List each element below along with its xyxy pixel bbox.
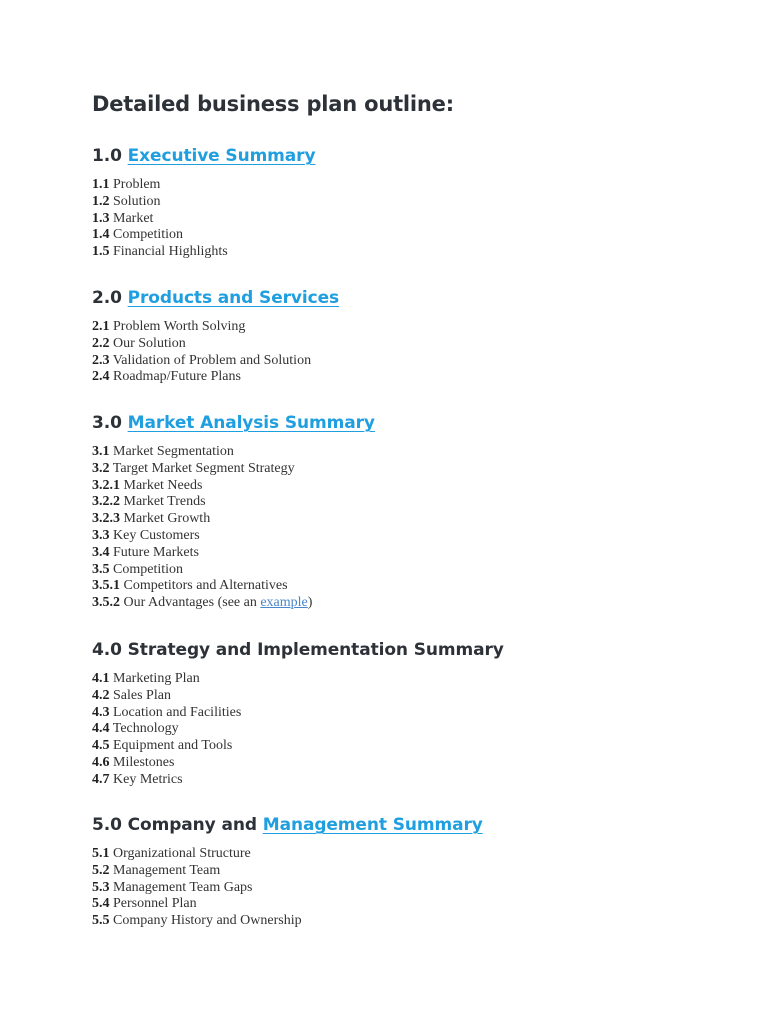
item-number: 3.1 [92, 444, 110, 459]
example-link[interactable]: example [260, 595, 308, 611]
list-item [92, 755, 504, 772]
item-label: Personnel Plan [113, 896, 197, 912]
item-label: Competitors and Alternatives [123, 578, 288, 594]
list-item [92, 880, 483, 897]
list-item [92, 319, 339, 336]
item-number: 5.3 [92, 879, 110, 895]
item-label: Market [113, 210, 154, 226]
page-title: Detailed business plan outline: [92, 92, 454, 116]
list-item [92, 369, 339, 386]
list-item [92, 705, 504, 722]
item-number: 4.5 [92, 738, 110, 754]
item-number: 1.3 [92, 210, 110, 226]
item-label: Marketing Plan [113, 671, 200, 686]
item-number: 4.1 [92, 671, 110, 686]
item-number: 3.2 [92, 460, 110, 476]
item-number: 3.2.1 [92, 477, 120, 493]
item-label: Market Growth [123, 511, 211, 527]
item-number: 3.4 [92, 544, 110, 560]
section-title: Strategy and Implementation Summary [127, 640, 504, 660]
list-item [92, 738, 504, 755]
section-heading [92, 144, 315, 168]
list-item [92, 227, 315, 244]
list-item [92, 578, 375, 595]
item-label: Key Customers [113, 527, 200, 543]
item-number: 2.3 [92, 352, 110, 368]
item-label: Financial Highlights [113, 244, 228, 260]
list-item [92, 913, 483, 930]
list-item [92, 595, 375, 612]
item-number: 5.5 [92, 913, 110, 929]
item-number: 5.4 [92, 896, 110, 912]
section-item-list [92, 319, 339, 386]
section-item-list [92, 177, 315, 261]
item-label: Target Market Segment Strategy [112, 460, 295, 476]
list-item [92, 863, 483, 880]
list-item [92, 688, 504, 705]
list-item [92, 721, 504, 738]
section-number: 4.0 [92, 640, 122, 660]
section-heading [92, 638, 504, 662]
item-label: Company History and Ownership [113, 913, 302, 929]
section-heading [92, 813, 483, 837]
section-number: 2.0 [92, 288, 122, 308]
section-executive-summary [92, 144, 315, 261]
section-company-and-management [92, 813, 483, 930]
section-item-list [92, 444, 375, 612]
section-strategy-and-implementation [92, 638, 504, 789]
section-title: Company and [127, 815, 257, 835]
list-item [92, 562, 375, 579]
item-number: 2.2 [92, 335, 110, 351]
item-label: Market Trends [123, 494, 206, 510]
item-number: 3.5.2 [92, 595, 120, 611]
list-item [92, 336, 339, 353]
section-heading [92, 411, 375, 435]
list-item [92, 511, 375, 528]
item-number: 2.1 [92, 319, 110, 334]
item-number: 3.5 [92, 561, 110, 577]
list-item [92, 545, 375, 562]
item-number: 2.4 [92, 369, 110, 385]
item-number: 3.3 [92, 527, 110, 543]
item-number: 3.2.2 [92, 494, 120, 510]
item-label: Solution [113, 193, 161, 209]
item-label: Competition [113, 561, 183, 577]
item-number: 1.5 [92, 244, 110, 260]
section-products-and-services [92, 286, 339, 386]
item-number: 4.6 [92, 754, 110, 770]
list-item [92, 244, 315, 261]
list-item [92, 353, 339, 370]
item-number: 4.2 [92, 687, 110, 703]
item-number: 1.4 [92, 227, 110, 243]
item-number: 5.2 [92, 862, 110, 878]
list-item [92, 772, 504, 789]
list-item [92, 461, 375, 478]
item-label: Management Team [113, 862, 221, 878]
section-item-list [92, 846, 483, 930]
item-label: Equipment and Tools [113, 738, 233, 754]
item-number: 3.2.3 [92, 511, 120, 527]
list-item [92, 478, 375, 495]
list-item [92, 671, 504, 688]
item-label: Key Metrics [113, 771, 183, 787]
item-label: Our Solution [113, 335, 186, 351]
item-number: 3.5.1 [92, 578, 120, 594]
section-number: 3.0 [92, 413, 122, 433]
item-number: 1.1 [92, 177, 110, 192]
item-label: Location and Facilities [113, 704, 242, 720]
item-number: 5.1 [92, 846, 110, 861]
list-item [92, 528, 375, 545]
executive-summary-link[interactable]: Executive Summary [127, 146, 316, 166]
management-summary-link[interactable]: Management Summary [262, 815, 483, 835]
item-label: Milestones [113, 754, 175, 770]
item-label: Future Markets [113, 544, 199, 560]
list-item [92, 846, 483, 863]
item-number: 4.4 [92, 721, 110, 737]
list-item [92, 194, 315, 211]
list-item [92, 896, 483, 913]
list-item [92, 177, 315, 194]
list-item [92, 494, 375, 511]
section-number: 5.0 [92, 815, 122, 835]
item-label: Our Advantages (see an [123, 595, 261, 611]
item-number: 4.3 [92, 704, 110, 720]
item-label: Market Needs [123, 477, 203, 493]
list-item [92, 211, 315, 228]
item-label: Technology [112, 721, 179, 737]
item-label: Validation of Problem and Solution [112, 352, 312, 368]
item-label: Management Team Gaps [113, 879, 253, 895]
list-item [92, 444, 375, 461]
item-number: 4.7 [92, 771, 110, 787]
item-label: Sales Plan [113, 687, 171, 703]
section-heading [92, 286, 339, 310]
section-number: 1.0 [92, 146, 122, 166]
market-analysis-summary-link[interactable]: Market Analysis Summary [127, 413, 375, 433]
products-and-services-link[interactable]: Products and Services [127, 288, 340, 308]
item-label: Roadmap/Future Plans [113, 369, 241, 385]
item-label: Problem Worth Solving [113, 319, 246, 334]
item-label-suffix: ) [307, 595, 313, 611]
section-item-list [92, 671, 504, 789]
item-label: Market Segmentation [113, 444, 234, 459]
section-market-analysis-summary [92, 411, 375, 612]
item-label: Problem [113, 177, 161, 192]
item-label: Competition [113, 227, 183, 243]
item-number: 1.2 [92, 193, 110, 209]
item-label: Organizational Structure [113, 846, 251, 861]
